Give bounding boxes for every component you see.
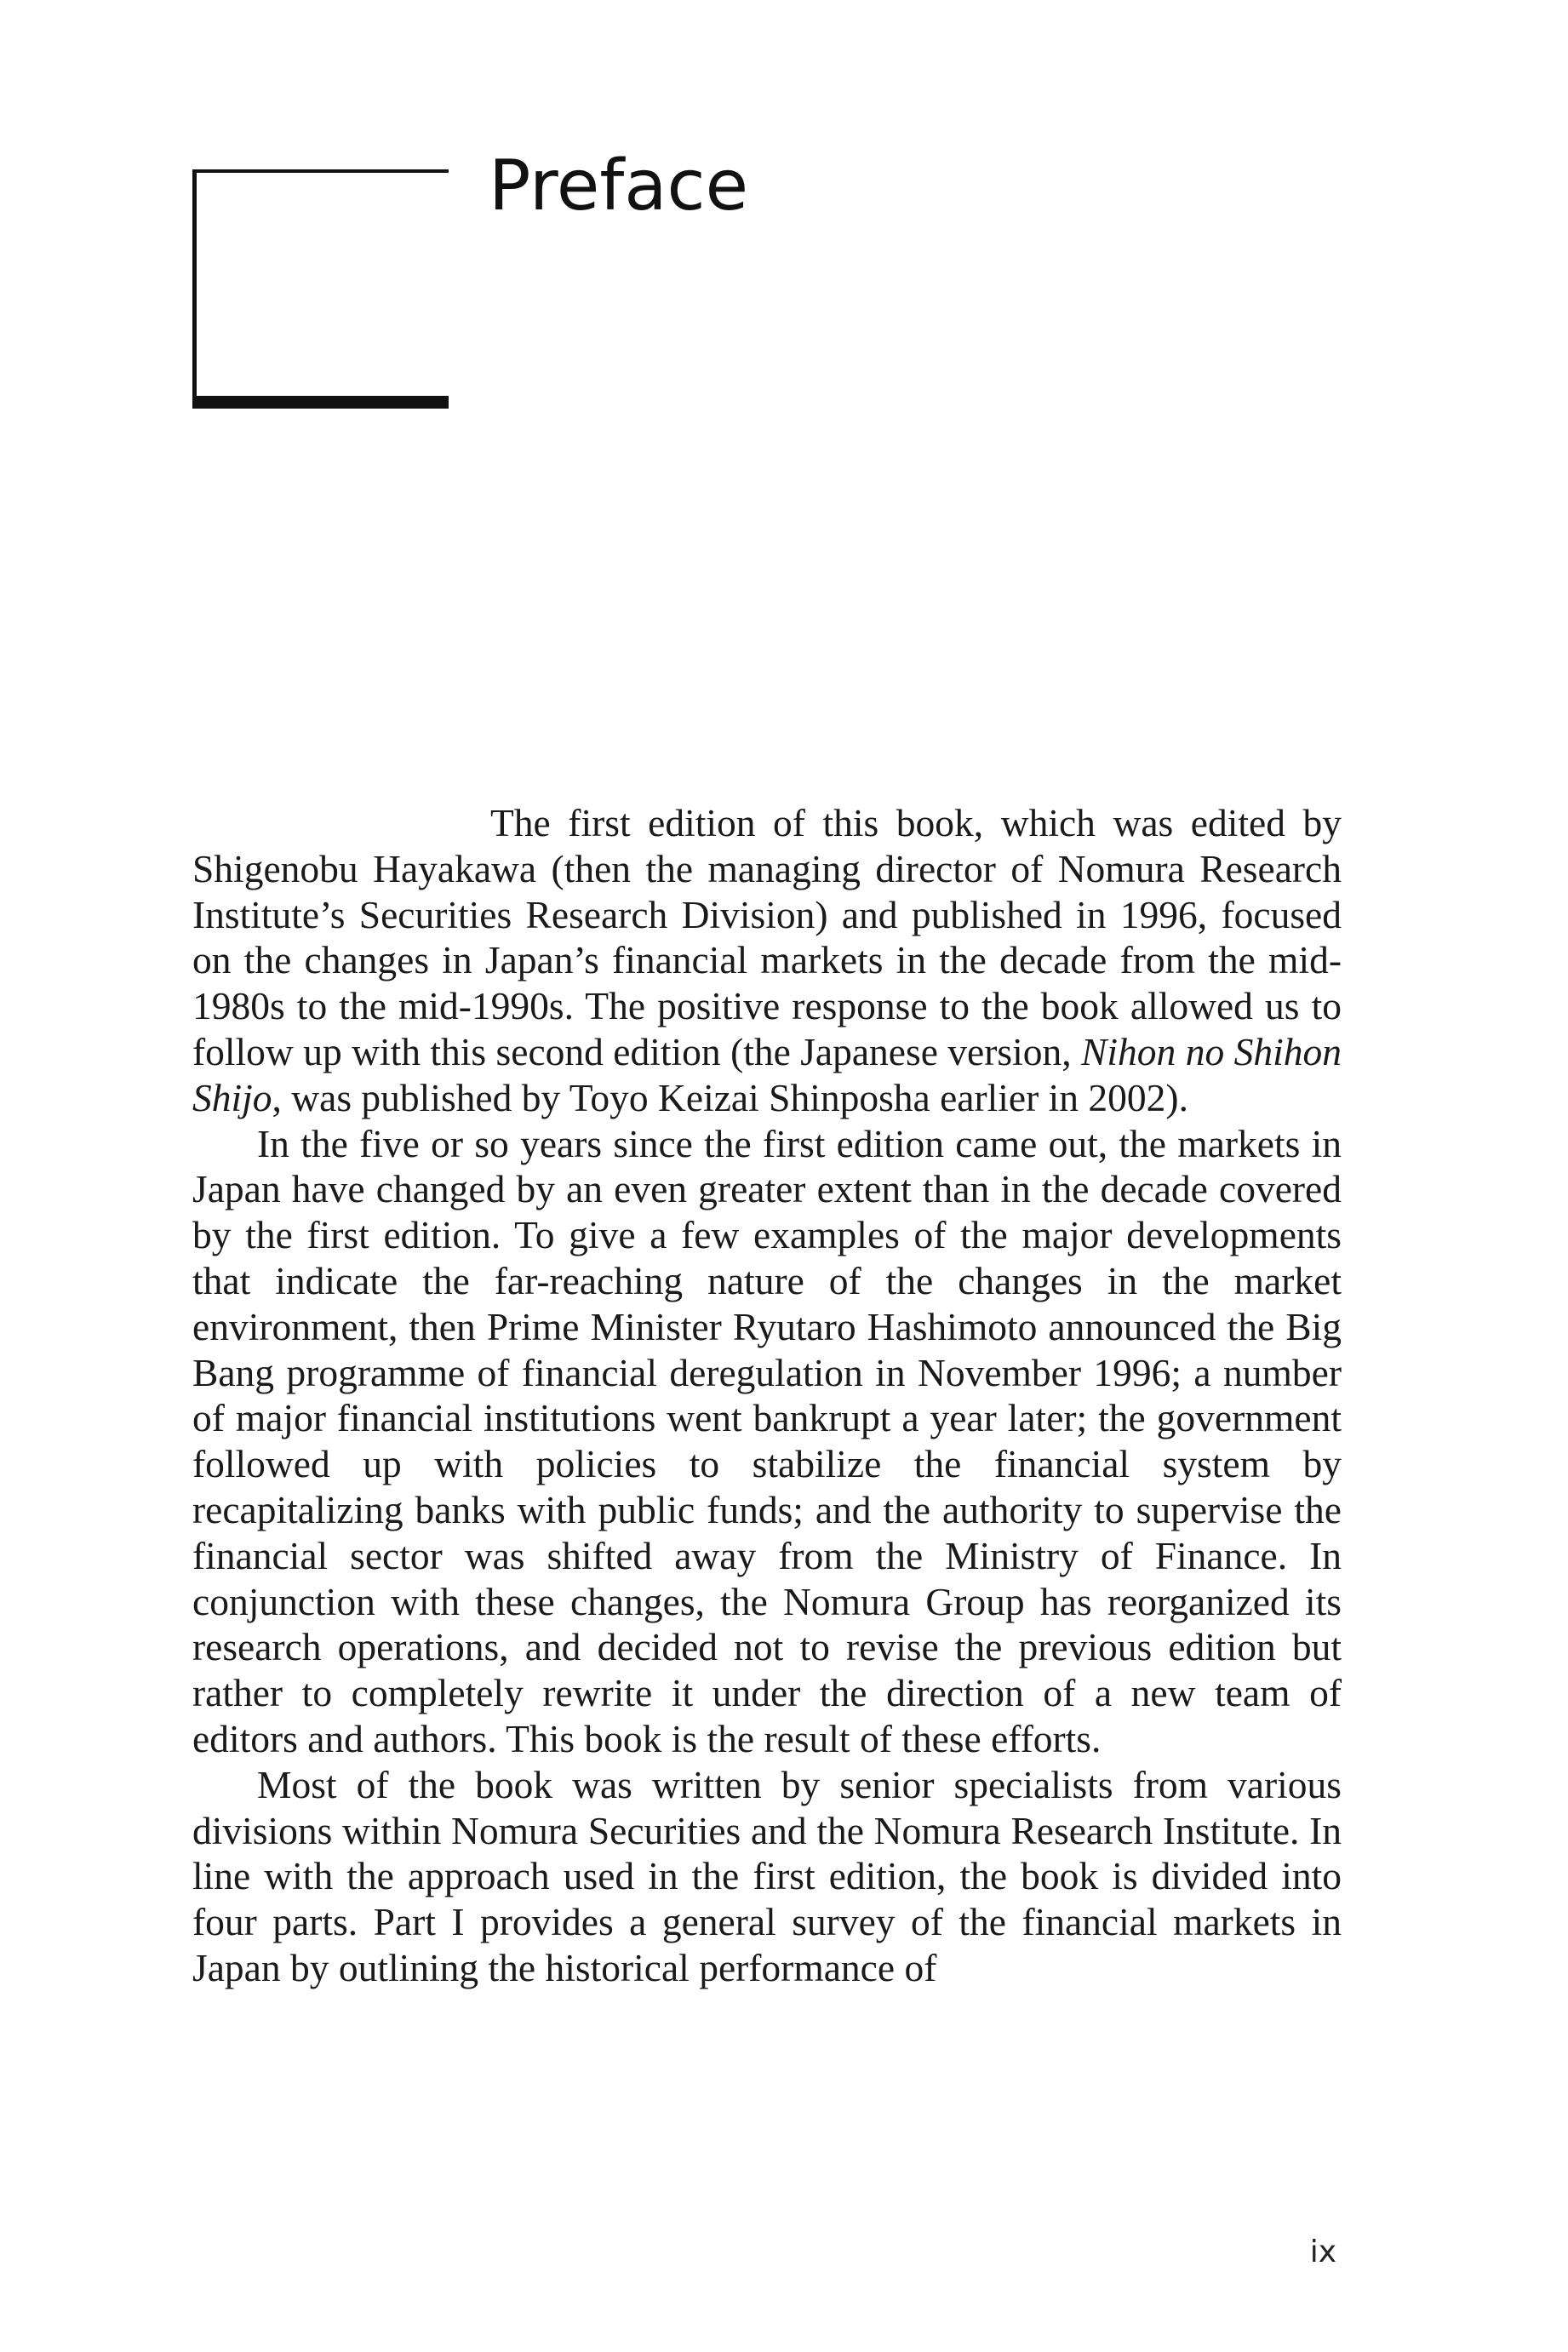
paragraph-2: In the five or so years since the first edition came out, the markets in Japan have changed by an even greater extent than in the decade covered by the first edition. To give a few examples of the major developments that indicate the far-reaching nature of the changes in the market environment, then Prime Minister Ryutaro Hashimoto announced the Big Bang programme of financial deregulation in November 1996; a number of major financial institutions went bankrupt a year later; the government followed up with policies to stabilize the financial system by recapitalizing banks with public funds; and the authority to supervise the financial sector was shifted away from the Ministry of Finance. In conjunction with these changes, the Nomura Group has reorganized its research operations, and decided not to revise the previous edition but rather to completely rewrite it under the direction of a new team of editors and authors. This book is the result of these efforts. (192, 1121, 1342, 1760)
paragraph-3: Most of the book was written by senior specialists from various divisions within Nomura Securities and the Nomura Research Institute. In line with the approach used in the first edition, the book is divided into four parts. Part I provides a general survey of the financial markets in Japan by outlining the historical performance of (192, 1762, 1342, 1989)
chapter-bracket-top-rule (192, 169, 449, 173)
chapter-bracket-left-rule (192, 169, 197, 409)
page-number: ix (1309, 2235, 1336, 2269)
paragraph-1 (192, 800, 1342, 1121)
preface-body (192, 800, 1342, 1991)
paragraph-1-text-b: , was published by Toyo Keizai Shinposha earlier in 2002). (272, 1075, 1188, 1119)
chapter-bracket-bottom-rule (192, 396, 449, 409)
paragraph-1-text-a: The first edition of this book, which was edited by Shigenobu Hayakawa (then the managing director of Nomura Research Institute’s Securities Research Division) and published in 1996, focused on the changes in Japan’s financial markets in the decade from the mid-1980s to the mid-1990s. The positive response to the book allowed us to follow up with this second edition (the Japanese version, (192, 801, 1342, 1073)
japanese-title-italic: Nihon no Shihon Shijo (192, 1029, 1342, 1119)
chapter-title: Preface (489, 146, 749, 226)
